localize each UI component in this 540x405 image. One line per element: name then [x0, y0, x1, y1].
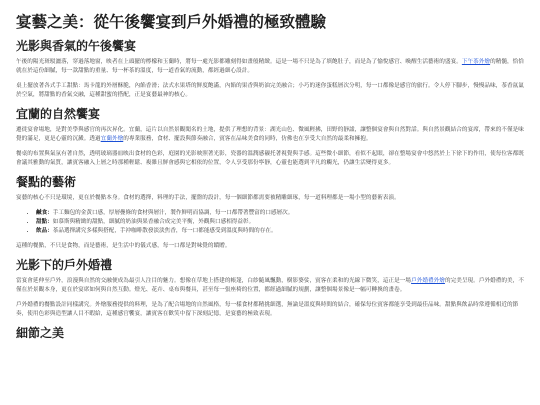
- paragraph: 戶外婚禮的餐點設計同樣講究。外燴服務提供的料理，是為了配合場地的自然風格，每一樣食材都精挑細選，無論是溫度與時間的結合，確保每位賓客都能享受到最佳品味。甜點與飲品時常遵循相近的節奏，使用色彩與造型讓人目不暇給，這種感官饗宴，讓賓客在歡笑中留下深刻記憶，是宴藝的極致表現。: [16, 302, 519, 317]
- section-yilan-nature: [16, 106, 528, 168]
- yilan-catering-link[interactable]: 宜蘭外燴: [100, 136, 124, 142]
- paragraph-text: 的精髓，恰恰就在於這份細膩，每一款甜點的重量、每一杯茶的溫度，每一道香氣的流動，都經過細心設計。: [16, 59, 524, 74]
- section-cuisine-art: [16, 174, 528, 251]
- list-item-text: 手工麵包的金黃口感，厚層疊條的食材與層汁，製作鮮明而協調，每一口都帶著豐富的口感層次。: [52, 210, 294, 216]
- paragraph-text: 的專業服務，食材、擺設與節奏融合，賓客在品味美食的同時，仿佛也在享受大自然的最柔和擁抱。: [123, 136, 372, 142]
- list-item: [36, 227, 528, 236]
- list-item-label: 甜點：: [36, 219, 53, 225]
- section-heading: 細節之美: [16, 326, 65, 340]
- section-outdoor-wedding: [16, 257, 528, 319]
- paragraph: 宴藝的核心不只是環境，更在於餐點本身。食材的選擇，料理的手法，擺盤的設計，每一個細節都需要被精雕細琢，每一道料理都是一場小型的藝術表演。: [16, 195, 400, 201]
- afternoon-tea-catering-link[interactable]: 下午茶外燴: [461, 59, 491, 65]
- paragraph: 餐桌的布置與氣氛有著自然，透明玻璃器皿映出食材的色彩，庭園的光影映照著光影，瓷器的溫潤感襯托著視覺與手感。這些微小細節，看似不起眼，卻在整場宴會中悠然於上下徐下的作用，使每位客都既會議其雅動的氣質，讓賓客融入上層之時那種輕鬆、複雜且鮮會感與它相依的位置，令人享受那份寧靜，心靈也能選到平凡的觸光，仍讓生活變得更多。: [16, 151, 524, 166]
- paragraph-text: 的完美呈現。戶外婚禮的美，不僅在於景觀本身，更在於宴席如何與自然互動。燈光、花卉、桌布與餐具，甚至每一張座椅的位置，都經過細膩的規劃，讓整個場景像是一幅可轉換的畫卷。: [16, 278, 524, 293]
- list-item-label: 飲品：: [36, 228, 53, 234]
- section-heading: 光影下的戶外婚禮: [16, 258, 113, 272]
- section-heading: 光影與香氣的午後饗宴: [16, 39, 137, 53]
- paragraph-text: 當宴會延伸至戶外，浪漫與自然的交融便成為最引人注目的魅力。想像在草地上搭建的帳篷，白紗隨風飄動，樹影婆娑，賓客在柔和的光線下微笑，這正是一場: [16, 278, 412, 284]
- list-item-text: 茶品選擇講究多樣與搭配，手沖咖啡散發淡淡焦香，每一口都能感受到溫度與時間的存在。: [52, 228, 277, 234]
- paragraph-text: 遷徙宴會場地，是對美學與感官的再次昇化。宜蘭，這片以自然景觀聞名的土地，提供了理想的背景：湖光山色、微風輕拂，田野的靜謐，讓整個宴會與自然對話。與自然景觀結合的宴席，帶來的不僅是味覺的滿足，更是心靈的沉澱。透過: [16, 127, 524, 142]
- dish-list: [16, 209, 528, 236]
- section-heading: 餐點的藝術: [16, 175, 77, 189]
- outdoor-wedding-catering-link[interactable]: 戶外婚禮外燴: [411, 278, 445, 284]
- paragraph: [16, 277, 528, 295]
- paragraph: [16, 126, 528, 144]
- paragraph-text: 午後的陽光斑駁灑落，穿過落地窗，映者在上頭擺的檸檬和玉蘭時，將每一處光影都雕刻得如畫般精緻。這是一場不只是為了填飽肚子，而是為了愉悅感官、喚醒生活藝術的盛宴。: [16, 59, 462, 65]
- paragraph: [16, 58, 528, 76]
- list-item-label: 鹹食：: [36, 210, 53, 216]
- list-item: [36, 218, 528, 227]
- page-title: 宴藝之美：從午後饗宴到戶外婚禮的極致體驗: [16, 13, 327, 31]
- paragraph: 這種的餐點，不只是食物，而是藝術，是生活中的儀式感，每一口都是對味覺的饋贈。: [16, 243, 231, 249]
- section-afternoon-feast: [16, 38, 528, 100]
- paragraph: 桌上擺放著各式手工甜點：馬卡龍的外層酥脆，內餡香滑；法式水果塔的鮮度飽滿，內餡的果香與奶油完美融合；小巧的迷你蛋糕層次分明，每一口都像是感官的旅行。令人停下腳步，慢慢品味，茶香氤氳於空氣，將甜點的香氣交融，這種甜蜜的搭配，正是宴藝最神的核心。: [16, 83, 524, 98]
- section-detail-beauty: [16, 325, 528, 341]
- list-item: [36, 209, 528, 218]
- section-heading: 宜蘭的自然饗宴: [16, 107, 101, 121]
- list-item-text: 如慕斯與精緻的甜點，細膩的奶油與果香融合成完美平衡，外觀與口感相得益彰。: [52, 219, 255, 225]
